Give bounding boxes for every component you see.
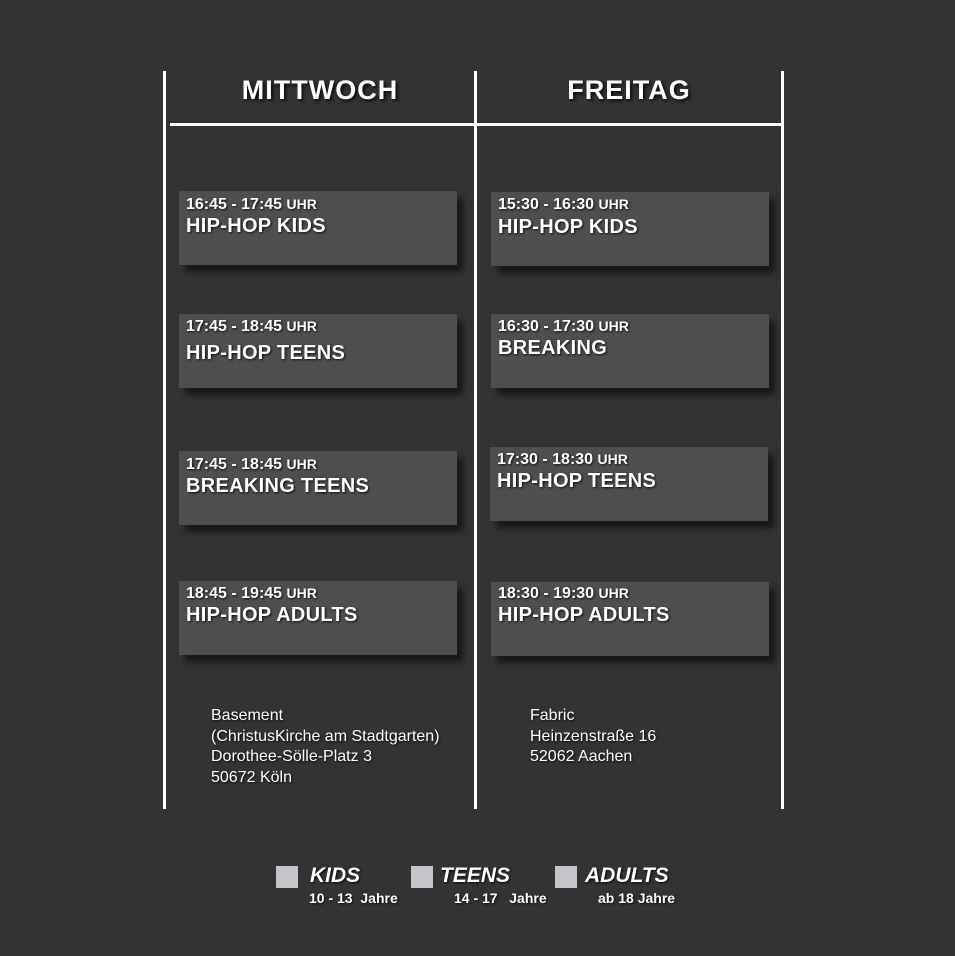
address-koeln xyxy=(211,706,440,788)
class-title: BREAKING TEENS xyxy=(186,475,370,497)
legend-age: 14 - 17 Jahre xyxy=(454,890,547,906)
class-time: 17:30 - 18:30 UHR xyxy=(497,451,628,468)
column-divider-right xyxy=(781,71,784,809)
class-title: HIP-HOP TEENS xyxy=(186,342,346,364)
class-title: HIP-HOP KIDS xyxy=(186,215,326,237)
address-line: Heinzenstraße 16 xyxy=(530,727,657,745)
address-line: (ChristusKirche am Stadtgarten) xyxy=(211,727,440,745)
class-card xyxy=(179,581,457,655)
address-line: Fabric xyxy=(530,707,575,724)
legend-label: ADULTS xyxy=(585,864,669,887)
class-card xyxy=(491,582,769,656)
legend-swatch xyxy=(555,866,577,888)
class-title: HIP-HOP ADULTS xyxy=(498,604,670,626)
legend-swatch xyxy=(276,866,298,888)
address-aachen xyxy=(530,706,656,768)
class-card xyxy=(179,191,457,265)
class-card xyxy=(179,314,457,388)
class-title: BREAKING xyxy=(498,337,608,359)
class-title: HIP-HOP ADULTS xyxy=(186,604,358,626)
class-card xyxy=(491,192,769,266)
class-card xyxy=(491,314,769,388)
class-time: 16:30 - 17:30 UHR xyxy=(498,318,629,335)
legend-swatch xyxy=(411,866,433,888)
class-time: 17:45 - 18:45 UHR xyxy=(186,318,317,335)
class-title: HIP-HOP TEENS xyxy=(497,470,657,492)
class-time: 16:45 - 17:45 UHR xyxy=(186,196,317,213)
class-time: 15:30 - 16:30 UHR xyxy=(498,196,629,213)
class-time: 18:45 - 19:45 UHR xyxy=(186,585,317,602)
column-divider-left xyxy=(163,71,166,809)
class-time: 17:45 - 18:45 UHR xyxy=(186,456,317,473)
class-card xyxy=(179,451,457,525)
address-line: 52062 Aachen xyxy=(530,748,633,765)
address-line: 50672 Köln xyxy=(211,768,292,786)
column-divider-middle xyxy=(474,71,477,809)
address-line: Dorothee-Sölle-Platz 3 xyxy=(211,748,372,765)
legend-label: KIDS xyxy=(310,864,361,887)
day-header-freitag: FREITAG xyxy=(567,75,691,105)
header-divider xyxy=(170,123,782,126)
legend-age: 10 - 13 Jahre xyxy=(309,890,398,906)
legend-label: TEENS xyxy=(440,864,511,887)
class-time: 18:30 - 19:30 UHR xyxy=(498,585,629,602)
legend-age: ab 18 Jahre xyxy=(598,890,676,906)
address-line: Basement xyxy=(211,707,284,724)
class-card xyxy=(490,447,768,521)
day-header-mittwoch: MITTWOCH xyxy=(241,75,399,105)
class-title: HIP-HOP KIDS xyxy=(498,216,638,238)
